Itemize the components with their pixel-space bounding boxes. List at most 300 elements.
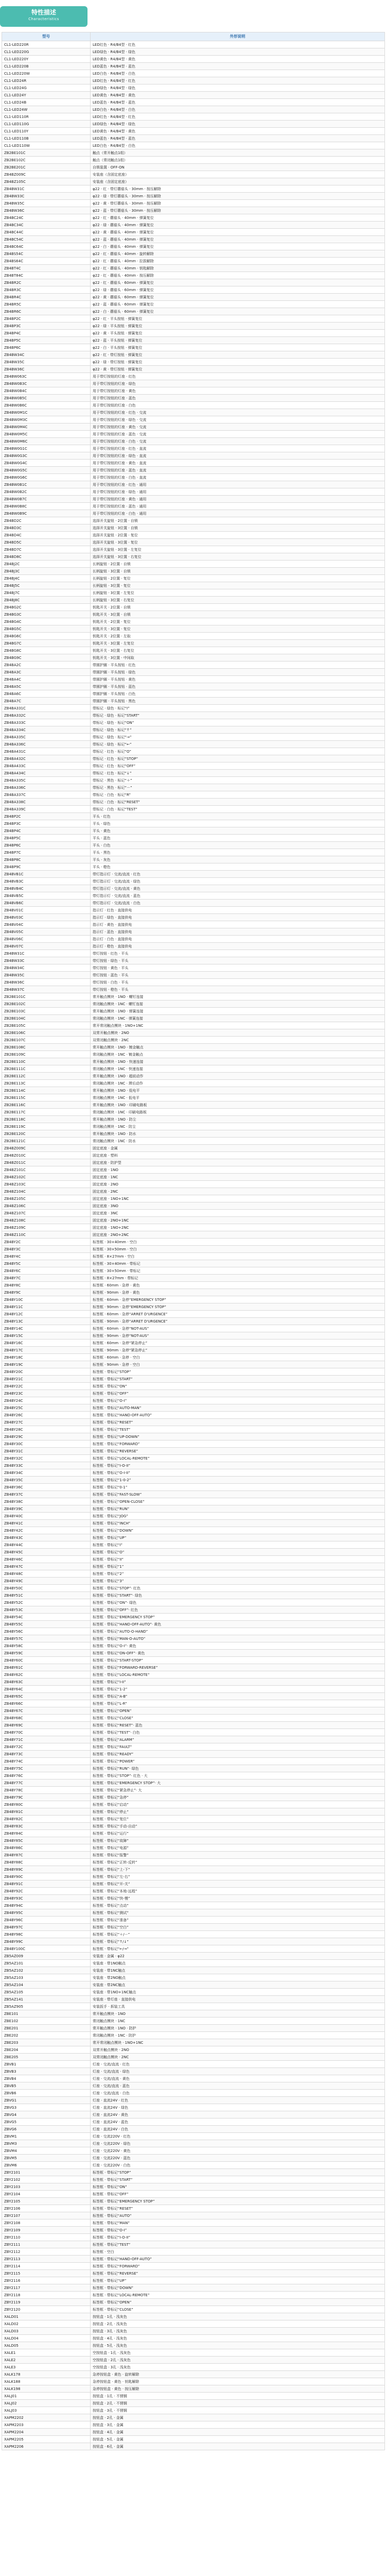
table-row: [2, 359, 385, 366]
description-cell: φ22 · 蓝 · 平头按钮 · 弹簧复位: [91, 337, 385, 344]
description-cell: 标签框 · 90mm · 急停“紧急停止”: [91, 1347, 385, 1354]
table-row: [2, 1318, 385, 1325]
table-row: [2, 2328, 385, 2335]
description-cell: 标签框 · 90mm · 急停“ARRET D'URGENCE”: [91, 1318, 385, 1325]
model-cell: CL1-LED220G: [2, 48, 91, 56]
table-row: [2, 1527, 385, 1534]
description-cell: 常开触点模块 · 1NO · 弹簧连接: [91, 1008, 385, 1015]
table-row: [2, 871, 385, 878]
table-row: [2, 2061, 385, 2068]
description-cell: 固定底座 · 1NO: [91, 1166, 385, 1174]
description-cell: 标签框 · 带标记“故障”: [91, 1837, 385, 1844]
model-cell: ZB4BC24C: [2, 214, 91, 222]
model-cell: ZB2BE116C: [2, 1101, 91, 1109]
description-cell: 固定底座 · 防护型: [91, 1159, 385, 1166]
model-cell: ZBVB4: [2, 2075, 91, 2082]
table-row: [2, 647, 385, 654]
table-row: [2, 1123, 385, 1130]
model-cell: ZB4BZ101C: [2, 1166, 91, 1174]
table-row: [2, 452, 385, 460]
table-row: [2, 2140, 385, 2147]
model-cell: ZB4BY20C: [2, 1368, 91, 1376]
description-cell: 标签框 · 带标记“START”: [91, 1376, 385, 1383]
model-cell: ZB4BY75C: [2, 1765, 91, 1772]
model-cell: ZB4BY36C: [2, 1484, 91, 1491]
table-row: [2, 1404, 385, 1412]
description-cell: 带圆护圈 · 平头按钮 · 白色: [91, 690, 385, 698]
description-cell: 标签框 · 带标记“2”: [91, 1570, 385, 1578]
description-cell: 安装座 · 带1NO+1NC触点: [91, 1989, 385, 1996]
table-row: [2, 1953, 385, 1960]
model-cell: ZB4BY41C: [2, 1520, 91, 1527]
model-cell: XALD02: [2, 2320, 91, 2328]
table-row: [2, 1116, 385, 1123]
model-cell: XAPM2205: [2, 2436, 91, 2443]
table-row: [2, 2119, 385, 2126]
table-row: [2, 1303, 385, 1311]
table-row: [2, 113, 385, 121]
model-cell: ZB4BA336C: [2, 741, 91, 748]
model-cell: ZB4BT4C: [2, 265, 91, 272]
description-cell: 长柄旋钮 · 2位置 · 自锁: [91, 561, 385, 568]
table-row: [2, 2299, 385, 2306]
table-row: [2, 56, 385, 63]
table-row: [2, 1354, 385, 1361]
description-cell: LED红色 · R4/B4型 · 红色: [91, 77, 385, 84]
table-row: [2, 207, 385, 214]
description-cell: 带标记 · 白色 · 标记“R”: [91, 791, 385, 799]
description-cell: 平头 · 黄色: [91, 827, 385, 835]
model-cell: ZB4BA7C: [2, 698, 91, 705]
table-row: [2, 561, 385, 568]
table-row: [2, 2371, 385, 2378]
table-row: [2, 70, 385, 77]
table-row: [2, 698, 385, 705]
description-cell: 标签框 · 带标记“1-0-2”: [91, 1477, 385, 1484]
description-cell: φ22 · 黄 · 蘑菇头 · 60mm · 弹簧复位: [91, 294, 385, 301]
table-row: [2, 2147, 385, 2155]
table-row: [2, 1311, 385, 1318]
description-cell: 带标记 · 黑色 · 标记“－”: [91, 784, 385, 791]
table-row: [2, 171, 385, 178]
model-cell: ZB4BZ109C: [2, 1224, 91, 1231]
description-cell: 灯座 · 交流/直流 · 绿色: [91, 2068, 385, 2075]
description-cell: 钥匙开关 · 2位置 · 复位: [91, 618, 385, 625]
table-row: [2, 337, 385, 344]
model-cell: ZB2BE110C: [2, 1058, 91, 1065]
table-row: [2, 524, 385, 532]
model-cell: ZB4BG3C: [2, 611, 91, 618]
model-cell: ZB2BE201C: [2, 164, 91, 171]
table-row: [2, 395, 385, 402]
table-row: [2, 539, 385, 546]
model-cell: ZBVG3: [2, 2104, 91, 2111]
model-cell: ZB4BJ7C: [2, 589, 91, 597]
table-row: [2, 1700, 385, 1707]
table-row: [2, 351, 385, 359]
description-cell: 标签框 · 带标记“EMERGENCY STOP”· 大: [91, 1780, 385, 1787]
description-cell: 带标记 · 绿色 · 标记“ON”: [91, 719, 385, 726]
description-cell: 常闭触点模块 · 1NC · 滞后动作: [91, 1080, 385, 1087]
description-cell: 标签框 · 60mm · 急停 · 黄色: [91, 1282, 385, 1289]
table-row: [2, 1101, 385, 1109]
table-row: [2, 849, 385, 856]
description-cell: φ22 · 白 · 平头按钮 · 弹簧复位: [91, 344, 385, 351]
model-cell: ZB4BY74C: [2, 1758, 91, 1765]
table-row: [2, 2169, 385, 2176]
table-row: [2, 1635, 385, 1642]
description-cell: 标签框 · 带标记“AUTO”: [91, 2212, 385, 2219]
description-cell: 标签框 · 带标记“电源”: [91, 1844, 385, 1852]
description-cell: 带圆护圈 · 平头按钮 · 黄色: [91, 676, 385, 683]
description-cell: 触点（常开触点1组）: [91, 149, 385, 157]
table-row: [2, 63, 385, 70]
description-cell: 标签框 · 带标记“左-右”: [91, 1873, 385, 1880]
description-cell: LED黄色 · R4/B4型 · 黄色: [91, 92, 385, 99]
table-row: [2, 1015, 385, 1022]
table-row: [2, 928, 385, 936]
description-cell: LED红色 · R4/B4型 · 红色: [91, 113, 385, 121]
description-cell: 固定底座 · 金属: [91, 1145, 385, 1152]
description-cell: 标签框 · 带标记“←/→”: [91, 1945, 385, 1953]
table-row: [2, 2263, 385, 2270]
description-cell: 带灯指示灯 · 交流/直流 · 红色: [91, 871, 385, 878]
table-row: [2, 1037, 385, 1044]
model-cell: ZB4BY92C: [2, 1888, 91, 1895]
table-row: [2, 1981, 385, 1989]
table-row: [2, 784, 385, 791]
model-cell: ZB4BY4C: [2, 1253, 91, 1260]
description-cell: LED黄色 · R4/B4型 · 黄色: [91, 128, 385, 135]
table-row: [2, 1736, 385, 1743]
model-cell: ZB4BY8C: [2, 1282, 91, 1289]
description-cell: φ22 · 蓝 · 蘑菇头 · 60mm · 弹簧复位: [91, 301, 385, 308]
table-row: [2, 416, 385, 423]
description-cell: 按钮盒 · 4孔 · 浅灰色: [91, 2335, 385, 2342]
table-row: [2, 1556, 385, 1563]
model-cell: XALD04: [2, 2335, 91, 2342]
model-cell: ZB4BC54C: [2, 236, 91, 243]
model-cell: ZB4BP6C: [2, 344, 91, 351]
table-row: [2, 1368, 385, 1376]
table-row: [2, 2227, 385, 2234]
table-row: [2, 373, 385, 380]
table-row: [2, 301, 385, 308]
description-cell: 标签框 · 带标记“JOG”: [91, 1513, 385, 1520]
description-cell: 常开触点模块 · 1NO: [91, 2010, 385, 2018]
description-cell: 用于带灯按钮的灯座 · 白色: [91, 402, 385, 409]
description-cell: 用于带灯按钮的灯座 · 黄色 · 通用: [91, 496, 385, 503]
description-cell: 标签框 · 90mm · 急停“NOT-AUS”: [91, 1332, 385, 1340]
description-cell: 标签框 · 带标记“RUN”: [91, 1505, 385, 1513]
description-cell: 灯座 · 直流24V · 白色: [91, 2126, 385, 2133]
table-row: [2, 835, 385, 842]
model-cell: ZB4BW33C: [2, 957, 91, 964]
model-cell: ZB4BY87C: [2, 1852, 91, 1859]
description-cell: 长柄旋钮 · 2位置 · 复位: [91, 575, 385, 582]
model-cell: XAPM2206: [2, 2443, 91, 2450]
description-cell: 固定底座 · 3NO: [91, 1202, 385, 1210]
table-row: [2, 1837, 385, 1844]
model-cell: ZBY2119: [2, 2299, 91, 2306]
description-cell: 标签框 · 带标记“0-1”: [91, 1484, 385, 1491]
table-row: [2, 48, 385, 56]
model-cell: ZB4BG5C: [2, 625, 91, 633]
description-cell: 标签框 · 带标记“上-下”: [91, 1866, 385, 1873]
description-cell: 灯座 · 交流220V · 白色: [91, 2162, 385, 2169]
model-cell: XALJ03: [2, 2407, 91, 2414]
model-cell: ZB4BW37C: [2, 986, 91, 993]
table-row: [2, 1455, 385, 1462]
table-row: [2, 820, 385, 827]
model-cell: ZB4BA3C: [2, 669, 91, 676]
model-cell: ZB4BY7C: [2, 1275, 91, 1282]
description-cell: 用于带灯按钮的灯座 · 蓝色 · 直流: [91, 467, 385, 474]
table-row: [2, 1816, 385, 1823]
model-cell: ZB5AZ103: [2, 1974, 91, 1981]
table-row: [2, 2198, 385, 2205]
description-cell: 标签框 · 带标记“测试”: [91, 1909, 385, 1917]
model-cell: ZB4BY43C: [2, 1534, 91, 1541]
model-cell: ZB4BY9C: [2, 1289, 91, 1296]
model-cell: ZB4BW33C: [2, 193, 91, 200]
table-row: [2, 972, 385, 979]
table-row: [2, 1433, 385, 1440]
model-cell: ZB4BZ110C: [2, 1231, 91, 1239]
description-cell: 常闭触点模块 · 1NC · 低电平: [91, 1094, 385, 1101]
table-row: [2, 842, 385, 849]
table-row: [2, 827, 385, 835]
description-cell: 双常开触点模块 · 2NO: [91, 1029, 385, 1037]
description-cell: 标签框 · 带标记“LOCAL-REMOTE”: [91, 2292, 385, 2299]
description-cell: 用于带灯按钮的灯座 · 白色 · 交流: [91, 438, 385, 445]
model-cell: ZB4BY48C: [2, 1570, 91, 1578]
description-cell: 标签框 · 带标记“FAULT”: [91, 1743, 385, 1751]
model-cell: ZB4BR3C: [2, 286, 91, 294]
table-row: [2, 272, 385, 279]
table-row: [2, 1967, 385, 1974]
table-row: [2, 633, 385, 640]
table-row: [2, 2284, 385, 2292]
model-cell: ZBVB1: [2, 2061, 91, 2068]
description-cell: 带灯按钮 · 白色 · 平头: [91, 979, 385, 986]
table-row: [2, 1231, 385, 1239]
model-cell: ZB4BG2C: [2, 604, 91, 611]
model-cell: ZBE205: [2, 2054, 91, 2061]
model-cell: ZB4BW0B3C: [2, 380, 91, 387]
model-cell: ZB4BY12C: [2, 1311, 91, 1318]
model-cell: ZB4BA5C: [2, 683, 91, 690]
model-cell: ZB4BJ3C: [2, 568, 91, 575]
description-cell: φ22 · 黄 · 平头按钮 · 弹簧复位: [91, 330, 385, 337]
description-cell: 带圆护圈 · 平头按钮 · 蓝色: [91, 683, 385, 690]
column-header-model: 型号: [2, 32, 91, 41]
table-row: [2, 662, 385, 669]
table-row: [2, 2003, 385, 2010]
description-cell: 标签框 · 带标记“RESET”· 蓝色: [91, 1722, 385, 1729]
table-row: [2, 575, 385, 582]
model-cell: ZB2BE109C: [2, 1051, 91, 1058]
model-cell: ZB5AZ009: [2, 1953, 91, 1960]
table-row: [2, 1484, 385, 1491]
model-cell: ZB4BV01C: [2, 907, 91, 914]
model-cell: ZB4BP2C: [2, 813, 91, 820]
table-row: [2, 77, 385, 84]
description-cell: 标签框 · 带标记“＋/－”: [91, 1931, 385, 1938]
model-cell: ZB4BW063C: [2, 373, 91, 380]
model-cell: ZB4BY39C: [2, 1505, 91, 1513]
table-row: [2, 1224, 385, 1231]
description-cell: 按钮盒 · 3孔 · 浅灰色: [91, 2328, 385, 2335]
model-cell: ZB4BW0B2C: [2, 488, 91, 496]
table-row: [2, 193, 385, 200]
description-cell: 钥匙开关 · 3位置 · 复位: [91, 625, 385, 633]
model-cell: ZB4BJ8C: [2, 597, 91, 604]
model-cell: ZB4BA433C: [2, 762, 91, 770]
model-cell: ZB4BY76C: [2, 1772, 91, 1780]
model-cell: ZB4BY97C: [2, 1924, 91, 1931]
model-cell: ZB4BA336C: [2, 784, 91, 791]
table-row: [2, 2393, 385, 2400]
model-cell: ZBY2109: [2, 2227, 91, 2234]
description-cell: 用于带灯按钮的灯座 · 红色 · 交流: [91, 409, 385, 416]
table-row: [2, 993, 385, 1001]
description-cell: 用于带灯按钮的灯座 · 黄色 · 交流: [91, 423, 385, 431]
model-cell: ZB4BR6C: [2, 308, 91, 315]
model-cell: ZB2BE105C: [2, 1022, 91, 1029]
model-cell: XALK188: [2, 2378, 91, 2385]
description-cell: φ22 · 蓝 · 蘑菇头 · 40mm · 弹簧复位: [91, 236, 385, 243]
description-cell: 标签框 · 带标记“O”: [91, 1549, 385, 1556]
model-cell: ZBVM5: [2, 2155, 91, 2162]
model-cell: ZB4BY59C: [2, 1650, 91, 1657]
description-cell: φ22 · 绿 · 带灯蘑菇头 · 30mm · 按压解除: [91, 193, 385, 200]
table-row: [2, 128, 385, 135]
table-row: [2, 1852, 385, 1859]
table-row: [2, 669, 385, 676]
table-row: [2, 1152, 385, 1159]
model-cell: ZB4BY24C: [2, 1397, 91, 1404]
description-cell: 带灯指示灯 · 交流/直流 · 绿色: [91, 878, 385, 885]
description-cell: 按钮盒 · 1孔 · 浅灰色: [91, 2313, 385, 2320]
description-cell: 带标记 · 红色 · 标记“O”: [91, 748, 385, 755]
table-row: [2, 1924, 385, 1931]
model-cell: ZB4BW0M4C: [2, 423, 91, 431]
model-cell: ZB4BP7C: [2, 849, 91, 856]
table-row: [2, 1989, 385, 1996]
table-row: [2, 1888, 385, 1895]
model-cell: ZB4BY66C: [2, 1700, 91, 1707]
model-cell: ZBVB3: [2, 2068, 91, 2075]
description-cell: 用于带灯按钮的灯座 · 蓝色 · 通用: [91, 503, 385, 510]
section-title-pill: [0, 6, 87, 27]
model-cell: ZB4BY57C: [2, 1635, 91, 1642]
model-cell: ZB4BY71C: [2, 1736, 91, 1743]
model-cell: ZBY2104: [2, 2191, 91, 2198]
model-cell: ZB4BY82C: [2, 1816, 91, 1823]
table-row: [2, 1642, 385, 1650]
model-cell: ZB4BP6C: [2, 842, 91, 849]
description-cell: 标签框 · 带标记“ON”: [91, 2183, 385, 2191]
description-cell: 选择开关旋钮 · 3位置 · 右复位: [91, 553, 385, 561]
model-cell: ZB4BY56C: [2, 1628, 91, 1635]
table-row: [2, 236, 385, 243]
description-cell: 常开触点模块 · 1NO · 超前动作: [91, 1073, 385, 1080]
model-cell: ZB4BR5C: [2, 301, 91, 308]
model-cell: ZB4BY77C: [2, 1780, 91, 1787]
table-row: [2, 1765, 385, 1772]
model-cell: ZBVM6: [2, 2162, 91, 2169]
model-cell: ZBY2103: [2, 2183, 91, 2191]
model-cell: ZB2BE117C: [2, 1109, 91, 1116]
table-row: [2, 1210, 385, 1217]
table-row: [2, 1938, 385, 1945]
table-row: [2, 2162, 385, 2169]
table-row: [2, 2010, 385, 2018]
description-cell: 灯座 · 交流/直流 · 蓝色: [91, 2082, 385, 2090]
model-cell: ZB4BW34C: [2, 964, 91, 972]
model-cell: ZB4BZ011C: [2, 1159, 91, 1166]
description-cell: 带圆护圈 · 平头按钮 · 绿色: [91, 669, 385, 676]
table-row: [2, 1520, 385, 1527]
table-row: [2, 121, 385, 128]
description-cell: 带灯按钮 · 黄色 · 平头: [91, 964, 385, 972]
description-cell: 指示灯 · 白色 · 直接供电: [91, 936, 385, 943]
table-row: [2, 1549, 385, 1556]
description-cell: 常闭触点模块 · 1NC: [91, 2018, 385, 2025]
table-row: [2, 914, 385, 921]
table-row: [2, 1686, 385, 1693]
model-cell: ZB4BG4C: [2, 618, 91, 625]
model-cell: ZB4BS54C: [2, 250, 91, 258]
description-cell: 标签框 · 带标记“II”: [91, 1556, 385, 1563]
table-row: [2, 618, 385, 625]
table-row: [2, 1130, 385, 1138]
model-cell: CL1-LED24W: [2, 106, 91, 113]
model-cell: ZBY2108: [2, 2219, 91, 2227]
model-cell: XAPM2203: [2, 2421, 91, 2429]
table-row: [2, 625, 385, 633]
model-cell: ZB4BS64C: [2, 258, 91, 265]
table-row: [2, 481, 385, 488]
description-cell: 带标记 · 绿色 · 标记“←”: [91, 741, 385, 748]
table-row: [2, 2443, 385, 2450]
model-cell: ZB4BW35C: [2, 359, 91, 366]
description-cell: 常开触点模块 · 1NO · 防尘: [91, 1116, 385, 1123]
model-cell: ZB4BP3C: [2, 820, 91, 827]
table-row: [2, 149, 385, 157]
table-row: [2, 517, 385, 524]
description-cell: φ22 · 绿 · 带灯按钮 · 弹簧复位: [91, 359, 385, 366]
model-cell: ZB4BY91C: [2, 1880, 91, 1888]
model-cell: ZB4BA338C: [2, 799, 91, 806]
table-row: [2, 1174, 385, 1181]
model-cell: CL1-LED220Y: [2, 56, 91, 63]
description-cell: LED红色 · R4/B4型 · 红色: [91, 41, 385, 48]
description-cell: 用于带灯按钮的灯座 · 红色: [91, 373, 385, 380]
model-cell: ZB4BY34C: [2, 1469, 91, 1477]
model-cell: ZBE201: [2, 2025, 91, 2032]
table-row: [2, 1751, 385, 1758]
description-cell: 标签框 · 带标记“正转-反转”: [91, 1859, 385, 1866]
model-cell: ZB2BE119C: [2, 1123, 91, 1130]
model-cell: ZB4BY58C: [2, 1642, 91, 1650]
description-cell: 标签框 · 带标记“FORWARD-REVERSE”: [91, 1664, 385, 1671]
description-cell: 按钮盒 · 2孔 · 浅灰色: [91, 2320, 385, 2328]
table-row: [2, 748, 385, 755]
description-cell: 标签框 · 带标记“FAST-SLOW”: [91, 1491, 385, 1498]
model-cell: ZB4BZ009C: [2, 171, 91, 178]
